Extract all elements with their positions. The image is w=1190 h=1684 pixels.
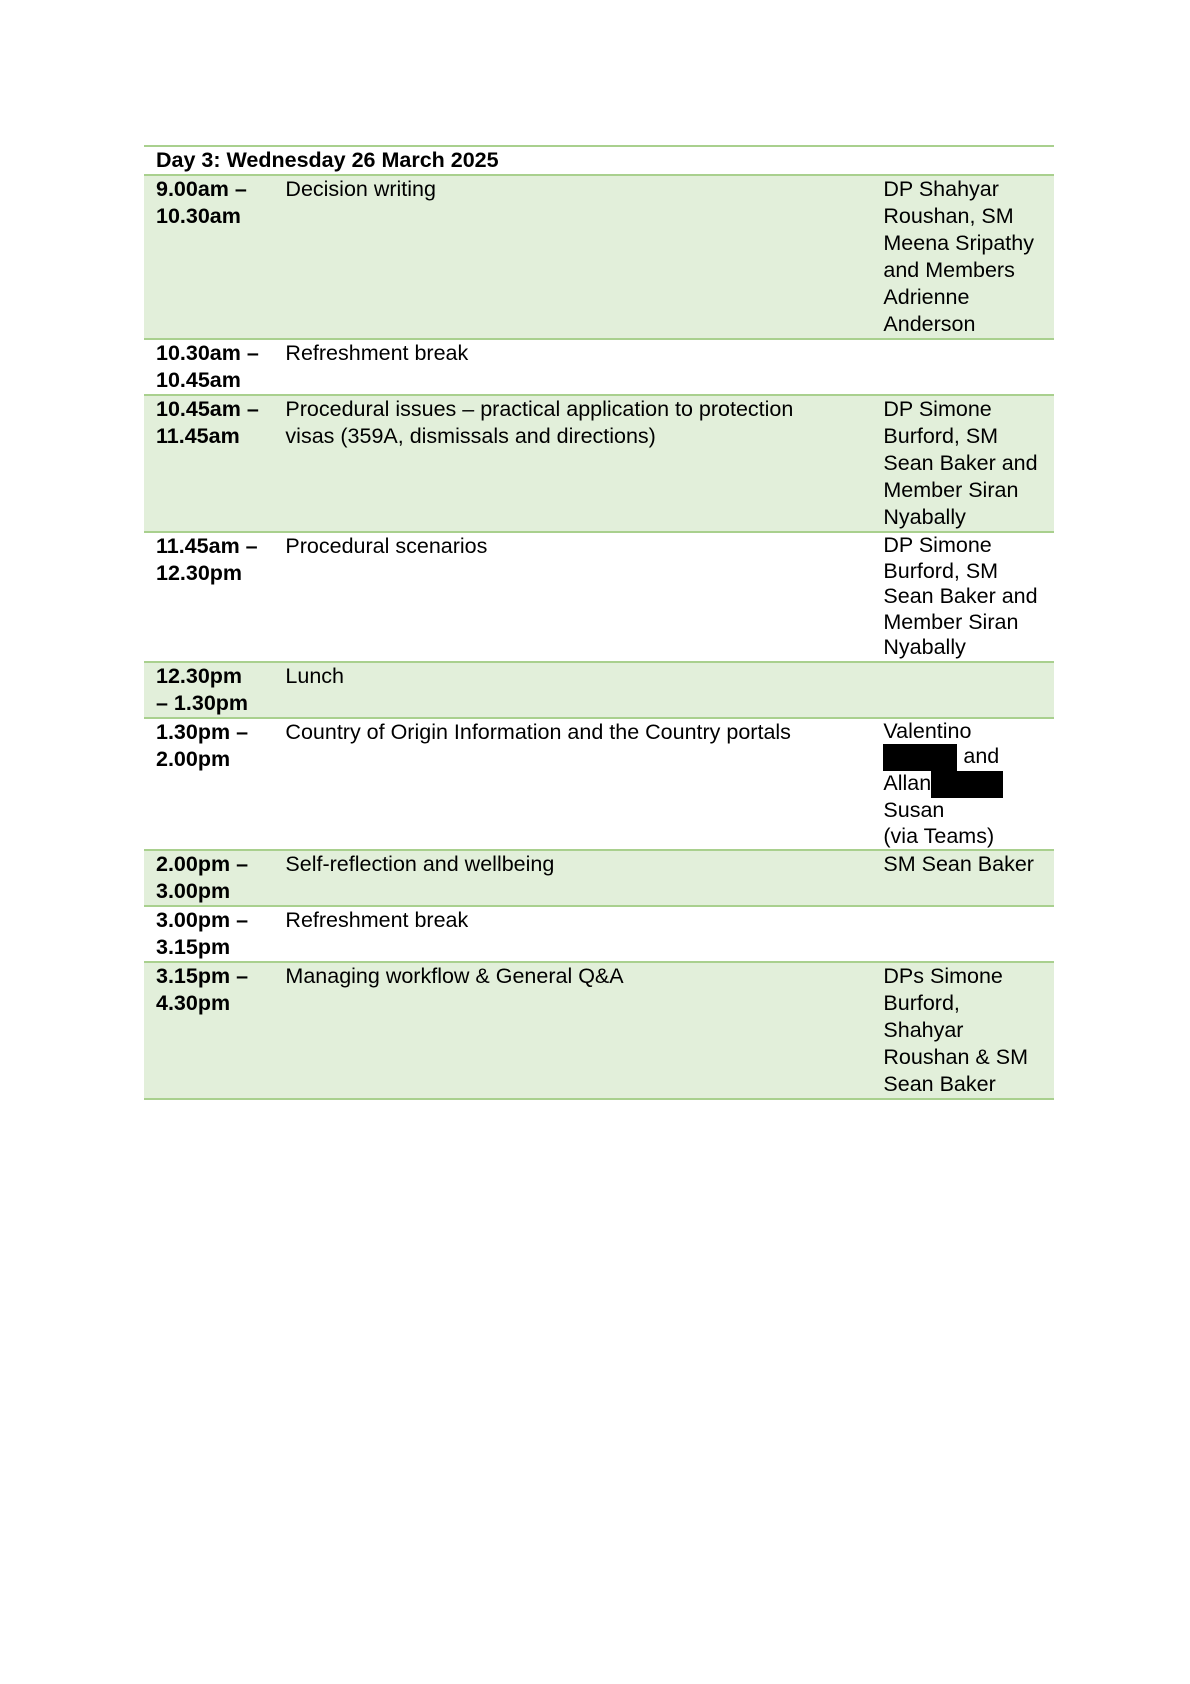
day-heading: Day 3: Wednesday 26 March 2025 bbox=[144, 146, 1054, 175]
session-cell: Refreshment break bbox=[273, 906, 871, 962]
presenter-cell bbox=[871, 175, 1054, 339]
presenter-line: Member Siran bbox=[883, 478, 1019, 502]
presenter-line: DPs Simone bbox=[883, 964, 1003, 988]
presenter-line: Sean Baker bbox=[883, 1072, 996, 1096]
time-cell bbox=[144, 532, 273, 662]
presenter-line bbox=[883, 771, 1054, 798]
presenter-line: Roushan & SM bbox=[883, 1045, 1028, 1069]
time-cell bbox=[144, 395, 273, 532]
time-line: 10.45am – bbox=[156, 397, 259, 421]
time-cell bbox=[144, 850, 273, 906]
session-cell: Refreshment break bbox=[273, 339, 871, 395]
presenter-line: Anderson bbox=[883, 312, 976, 336]
presenter-line: and Members bbox=[883, 258, 1015, 282]
time-line: 10.30am – bbox=[156, 341, 259, 365]
presenter-line: Burford, bbox=[883, 991, 960, 1015]
presenter-cell bbox=[871, 662, 1054, 718]
agenda-row bbox=[144, 339, 1054, 395]
presenter-line: Burford, SM bbox=[883, 558, 999, 583]
session-cell: Lunch bbox=[273, 662, 871, 718]
presenter-line: Nyabally bbox=[883, 505, 966, 529]
agenda-row bbox=[144, 662, 1054, 718]
presenter-line: Shahyar bbox=[883, 1018, 964, 1042]
presenter-cell bbox=[871, 339, 1054, 395]
time-cell bbox=[144, 662, 273, 718]
redaction-block bbox=[883, 744, 957, 771]
redaction-block bbox=[931, 771, 1003, 798]
time-cell bbox=[144, 718, 273, 851]
session-cell: Procedural scenarios bbox=[273, 532, 871, 662]
time-line: 3.00pm – bbox=[156, 908, 249, 932]
time-line: 11.45am bbox=[156, 424, 240, 448]
presenter-line: DP Shahyar bbox=[883, 177, 999, 201]
presenter-line: Sean Baker and bbox=[883, 584, 1038, 608]
time-line: 3.00pm bbox=[156, 879, 231, 903]
agenda-table bbox=[144, 145, 1054, 1100]
session-cell: Managing workflow & General Q&A bbox=[273, 962, 871, 1099]
presenter-line: Susan bbox=[883, 798, 945, 822]
presenter-line: (via Teams) bbox=[883, 823, 995, 848]
session-cell: Country of Origin Information and the Country portals bbox=[273, 718, 871, 851]
presenter-line: Burford, SM bbox=[883, 424, 999, 448]
presenter-line: Meena Sripathy bbox=[883, 231, 1034, 255]
time-line: 12.30pm bbox=[156, 663, 243, 688]
session-cell: Decision writing bbox=[273, 175, 871, 339]
time-line: 11.45am – bbox=[156, 534, 258, 558]
presenter-cell bbox=[871, 718, 1054, 851]
time-line: 12.30pm bbox=[156, 561, 243, 585]
agenda-row bbox=[144, 850, 1054, 906]
presenter-line: Roushan, SM bbox=[883, 204, 1014, 228]
agenda-row bbox=[144, 532, 1054, 662]
day-heading-row bbox=[144, 146, 1054, 175]
time-cell bbox=[144, 962, 273, 1099]
time-cell bbox=[144, 339, 273, 395]
time-cell bbox=[144, 906, 273, 962]
presenter-cell bbox=[871, 395, 1054, 532]
time-line: 4.30pm bbox=[156, 991, 231, 1015]
presenter-cell bbox=[871, 850, 1054, 906]
session-line: visas (359A, dismissals and directions) bbox=[285, 424, 656, 448]
time-line: 2.00pm bbox=[156, 746, 231, 771]
presenter-line: DP Simone bbox=[883, 533, 992, 557]
presenter-line: SM Sean Baker bbox=[883, 852, 1034, 876]
session-line: Procedural issues – practical application to protection bbox=[285, 397, 794, 421]
time-line: – 1.30pm bbox=[156, 690, 249, 715]
time-line: 3.15pm bbox=[156, 935, 231, 959]
presenter-line: DP Simone bbox=[883, 397, 992, 421]
time-line: 2.00pm – bbox=[156, 852, 249, 876]
presenter-line: Sean Baker and bbox=[883, 451, 1038, 475]
presenter-line: Valentino bbox=[883, 718, 972, 743]
time-line: 3.15pm – bbox=[156, 964, 249, 988]
presenter-cell bbox=[871, 906, 1054, 962]
time-line: 9.00am – bbox=[156, 177, 247, 201]
time-cell bbox=[144, 175, 273, 339]
agenda-row bbox=[144, 718, 1054, 851]
presenter-line: Adrienne bbox=[883, 285, 970, 309]
presenter-cell bbox=[871, 532, 1054, 662]
agenda-row bbox=[144, 962, 1054, 1099]
session-cell bbox=[273, 395, 871, 532]
presenter-line: Member Siran bbox=[883, 609, 1019, 634]
time-line: 10.45am bbox=[156, 368, 241, 392]
presenter-cell bbox=[871, 962, 1054, 1099]
time-line: 10.30am bbox=[156, 204, 241, 228]
agenda-row bbox=[144, 906, 1054, 962]
time-line: 1.30pm – bbox=[156, 719, 249, 744]
session-cell: Self-reflection and wellbeing bbox=[273, 850, 871, 906]
agenda-row bbox=[144, 175, 1054, 339]
agenda-row bbox=[144, 395, 1054, 532]
presenter-fragment: Allan bbox=[883, 771, 932, 795]
presenter-line bbox=[883, 744, 1054, 771]
presenter-line: Nyabally bbox=[883, 635, 966, 659]
presenter-fragment: and bbox=[963, 744, 1000, 768]
